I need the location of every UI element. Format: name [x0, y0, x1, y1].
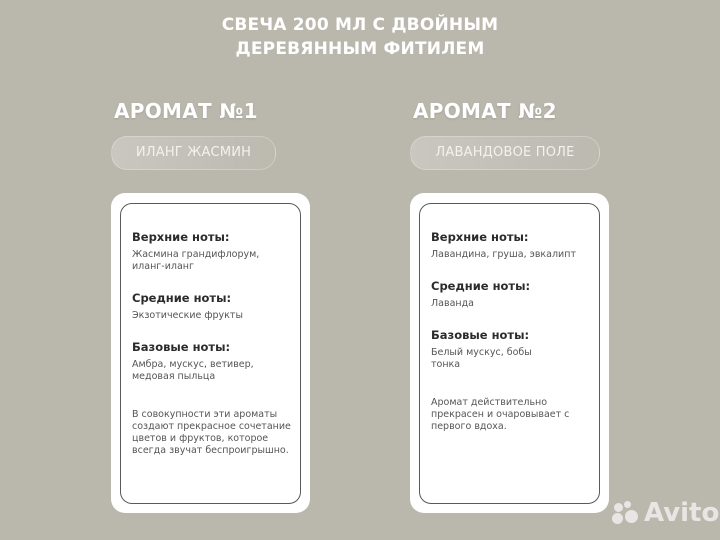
title-line-1: СВЕЧА 200 МЛ С ДВОЙНЫМ	[221, 15, 499, 35]
middle-notes-text: Экзотические фрукты	[132, 310, 243, 321]
top-notes-label: Верхние ноты:	[132, 230, 230, 244]
aroma-2-summary: Аромат действительно прекрасен и очаровывает с первого вдоха.	[431, 397, 570, 432]
top-notes-label: Верхние ноты:	[431, 230, 529, 244]
page-title	[0, 13, 720, 61]
aroma-1-heading: АРОМАТ №1	[114, 99, 258, 123]
aroma-1-card-frame	[120, 203, 301, 504]
top-notes-text: Лавандина, груша, эвкалипт	[431, 249, 576, 260]
aroma-2-card-frame	[419, 203, 600, 504]
top-notes-text: Жасмина грандифлорум, иланг-иланг	[132, 249, 260, 272]
aroma-1-summary: В совокупности эти ароматы создают прекрасное сочетание цветов и фруктов, которое всегда звучат беспроигрышно.	[132, 409, 291, 456]
middle-notes-text: Лаванда	[431, 298, 474, 309]
avito-logo-text: Avito	[644, 498, 720, 528]
aroma-2-heading: АРОМАТ №2	[413, 99, 557, 123]
base-notes-label: Базовые ноты:	[132, 340, 231, 354]
aroma-1-card	[111, 193, 310, 513]
aroma-2-card	[410, 193, 609, 513]
avito-dots-icon	[612, 500, 640, 526]
middle-notes-label: Средние ноты:	[431, 279, 531, 293]
base-notes-label: Базовые ноты:	[431, 328, 530, 342]
avito-watermark	[612, 498, 719, 528]
base-notes-text: Амбра, мускус, ветивер, медовая пыльца	[132, 359, 254, 382]
middle-notes-label: Средние ноты:	[132, 291, 232, 305]
aroma-2-name-pill: ЛАВАНДОВОЕ ПОЛЕ	[410, 136, 600, 170]
aroma-1-name-pill: ИЛАНГ ЖАСМИН	[111, 136, 276, 170]
title-line-2: ДЕРЕВЯННЫМ ФИТИЛЕМ	[235, 39, 485, 59]
base-notes-text: Белый мускус, бобы тонка	[431, 347, 532, 370]
